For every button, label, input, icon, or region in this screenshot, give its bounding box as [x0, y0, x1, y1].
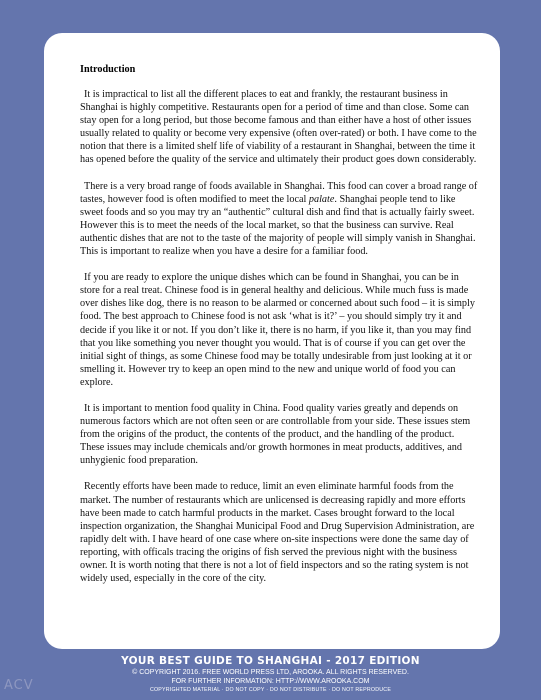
paragraph-regulation: Recently efforts have been made to reduce, limit an even eliminate harmful foods from the market. The number of restaurants which are unlicensed is decreasing rapidly and more efforts have been made to catch harmful products in the market. Cases brought forward to the local inspection organization, the Shanghai Municipal Food and Drug Supervision Administration, are rapidly delt with. I have heard of one case where on-site inspections were done the same day of reporting, with officals tracing the origins of fish served the previous night with the business owner. It is worth noting that there is not a lot of field inspectors and so the rating system is not widely used, especially in the core of the city.: [80, 481, 475, 585]
footer-info: FOR FURTHER INFORMATION: HTTP://WWW.AROOKA.COM: [171, 678, 370, 685]
footer: [0, 655, 541, 694]
footer-notice: COPYRIGHTED MATERIAL · DO NOT COPY · DO NOT DISTRIBUTE · DO NOT REPRODUCE: [149, 687, 392, 693]
footer-title: YOUR BEST GUIDE TO SHANGHAI - 2017 EDITION: [121, 655, 420, 667]
paragraph-food-quality: It is important to mention food quality in China. Food quality varies greatly and depends on numerous factors which are not often seen or are controllable from your side. These issues stem from the origins of the product, the contents of the product, and the handling of the product. These issues may include chemicals and/or growth hormones in meat products, additives, and unhygienic food preparation.: [80, 402, 471, 467]
watermark: ACV: [4, 678, 34, 693]
footer-copyright: © COPYRIGHT 2016. FREE WORLD PRESS LTD, AROOKA. ALL RIGHTS RESERVED.: [132, 669, 409, 676]
paragraph-food-range: There is a very broad range of foods available in Shanghai. This food can cover a broad range of tastes, however food is often modified to meet the local palate. Shanghai people tend to like sweet foods and so you may try an “authentic” cultural dish and find that is actually fairly sweet. However this is to meet the needs of the local market, so that the business can survive. Real authentic dishes that are not to the taste of the majority of people will simply vanish in Shanghai. This is important to realize when you have a desire for a familiar food.: [80, 180, 478, 258]
italic-word: palate: [308, 193, 335, 205]
document-page: [44, 33, 500, 649]
section-heading: Introduction: [80, 64, 136, 75]
paragraph-unique-dishes: If you are ready to explore the unique dishes which can be found in Shanghai, you can be in store for a real treat. Chinese food is in general healthy and delicious. While much fuss is made over dishes like dog, there is no reason to be alarmed or concerned about such food – it is simply food. The best approach to Chinese food is not ask ‘what is it?’ – you should simply try it and decide if you like it or not. If you don’t like it, there is no harm, if you like it, than you may find that you like something you never thought you would. That is of course if you can get over the initial sight of things, as some Chinese food may be totally undesirable from just looking at it or smelling it. However try to keep an open mind to the new and unique world of food you can explore.: [80, 272, 475, 388]
paragraph-intro: It is impractical to list all the different places to eat and frankly, the restaurant business in Shanghai is highly competitive. Restaurants open for a period of time and than close. Some can stay open for a long period, but those become famous and than either have a host of other issues usually related to quality or become very expensive (often over-rated) or both. I have come to the notion that there is a limited shelf life of viability of a restaurant in Shanghai, between the time it has opened before the quality of the service and ultimately their product goes down considerably.: [80, 89, 477, 166]
